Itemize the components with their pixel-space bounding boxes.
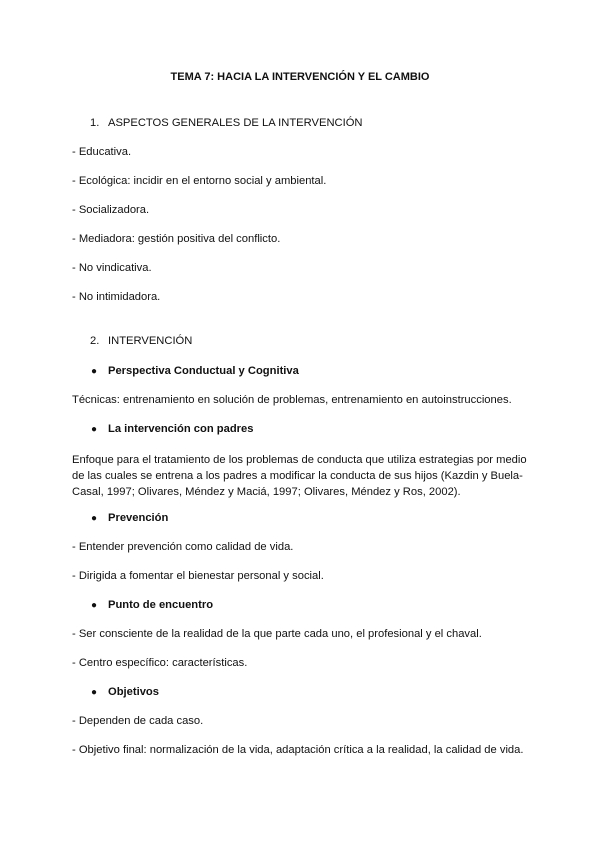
bullet-icon: ● xyxy=(91,513,98,524)
subheading-objetivos: Objetivos xyxy=(108,686,159,698)
bullet-icon: ● xyxy=(91,424,98,435)
list-item: - Centro específico: características. xyxy=(72,657,248,669)
subheading-punto-encuentro: Punto de encuentro xyxy=(108,599,214,611)
list-item: - Ser consciente de la realidad de la que parte cada uno, el profesional y el chaval. xyxy=(72,628,482,640)
list-item: - No vindicativa. xyxy=(72,262,152,274)
list-item: - Objetivo final: normalización de la vida, adaptación crítica a la realidad, la calidad de vida. xyxy=(72,744,524,756)
paragraph-tecnicas: Técnicas: entrenamiento en solución de problemas, entrenamiento en autoinstrucciones. xyxy=(72,394,512,406)
subheading-prevencion: Prevención xyxy=(108,512,169,524)
section-1-number: 1. xyxy=(90,117,100,129)
list-item: - Dependen de cada caso. xyxy=(72,715,204,727)
bullet-icon: ● xyxy=(91,687,98,698)
list-item: - No intimidadora. xyxy=(72,291,161,303)
list-item: - Ecológica: incidir en el entorno social y ambiental. xyxy=(72,175,327,187)
list-item: - Socializadora. xyxy=(72,204,150,216)
page-title: TEMA 7: HACIA LA INTERVENCIÓN Y EL CAMBIO xyxy=(170,71,430,83)
subheading-perspectiva: Perspectiva Conductual y Cognitiva xyxy=(108,365,299,377)
section-1-heading: ASPECTOS GENERALES DE LA INTERVENCIÓN xyxy=(108,117,363,129)
list-item: - Mediadora: gestión positiva del conflicto. xyxy=(72,233,281,245)
list-item: - Entender prevención como calidad de vida. xyxy=(72,541,294,553)
section-2-heading: INTERVENCIÓN xyxy=(108,335,193,347)
paragraph-padres: Enfoque para el tratamiento de los problemas de conducta que utiliza estrategias por medio de las cuales se entrena a los padres a modificar la conducta de sus hijos (Kazdin y Buela-Casal, 1997; Olivares, Méndez y Maciá, 1997; Olivares, Méndez y Ros, 2002). xyxy=(72,454,527,498)
bullet-icon: ● xyxy=(91,366,98,377)
list-item: - Dirigida a fomentar el bienestar personal y social. xyxy=(72,570,324,582)
section-2-number: 2. xyxy=(90,335,100,347)
subheading-padres: La intervención con padres xyxy=(108,423,254,435)
bullet-icon: ● xyxy=(91,600,98,611)
list-item: - Educativa. xyxy=(72,146,132,158)
